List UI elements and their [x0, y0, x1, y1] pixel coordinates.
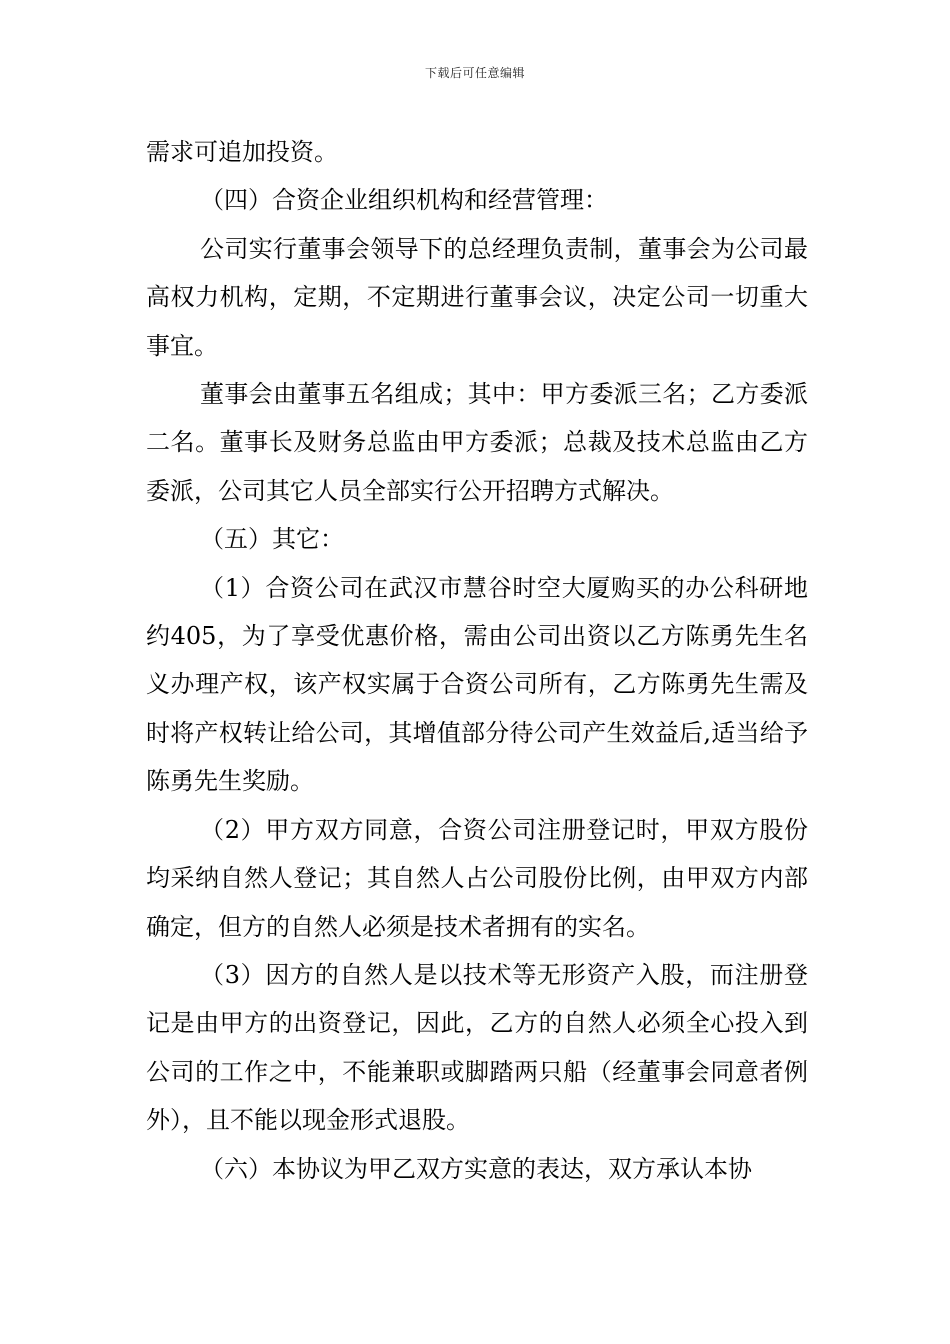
- clause-3-intangible-assets: （3）因方的自然人是以技术等无形资产入股，而注册登记是由甲方的出资登记，因此，乙方的自然人必须全心投入到公司的工作之中，不能兼职或脚踏两只船（经董事会同意者例外），且不能以现金形式退股。: [146, 960, 808, 1135]
- paragraph-management-system: 公司实行董事会领导下的总经理负责制，董事会为公司最高权力机构，定期，不定期进行董事会议，决定公司一切重大事宜。: [146, 234, 808, 360]
- document-body: [146, 128, 808, 1193]
- clause-2-registration: （2）甲方双方同意，合资公司注册登记时，甲双方股份均采纳自然人登记；其自然人占公司股份比例，由甲双方内部确定，但方的自然人必须是技术者拥有的实名。: [146, 815, 808, 941]
- paragraph-board-composition: 董事会由董事五名组成；其中：甲方委派三名；乙方委派二名。董事长及财务总监由甲方委派；总裁及技术总监由乙方委派，公司其它人员全部实行公开招聘方式解决。: [146, 380, 808, 505]
- page-header-note: 下载后可任意编辑: [424, 66, 525, 80]
- paragraph-continuation: 需求可追加投资。: [146, 138, 338, 166]
- section-heading-6: （六）本协议为甲乙双方实意的表达，双方承认本协: [200, 1154, 752, 1183]
- section-heading-5: （五）其它：: [200, 525, 344, 554]
- section-heading-4: （四）合资企业组织机构和经营管理：: [200, 186, 608, 215]
- clause-1-property: （1）合资公司在武汉市慧谷时空大厦购买的办公科研地约405，为了享受优惠价格，需由公司出资以乙方陈勇先生名义办理产权，该产权实属于合资公司所有，乙方陈勇先生需及时将产权转让给公司，其增值部分待公司产生效益后,适当给予陈勇先生奖励。: [146, 573, 808, 796]
